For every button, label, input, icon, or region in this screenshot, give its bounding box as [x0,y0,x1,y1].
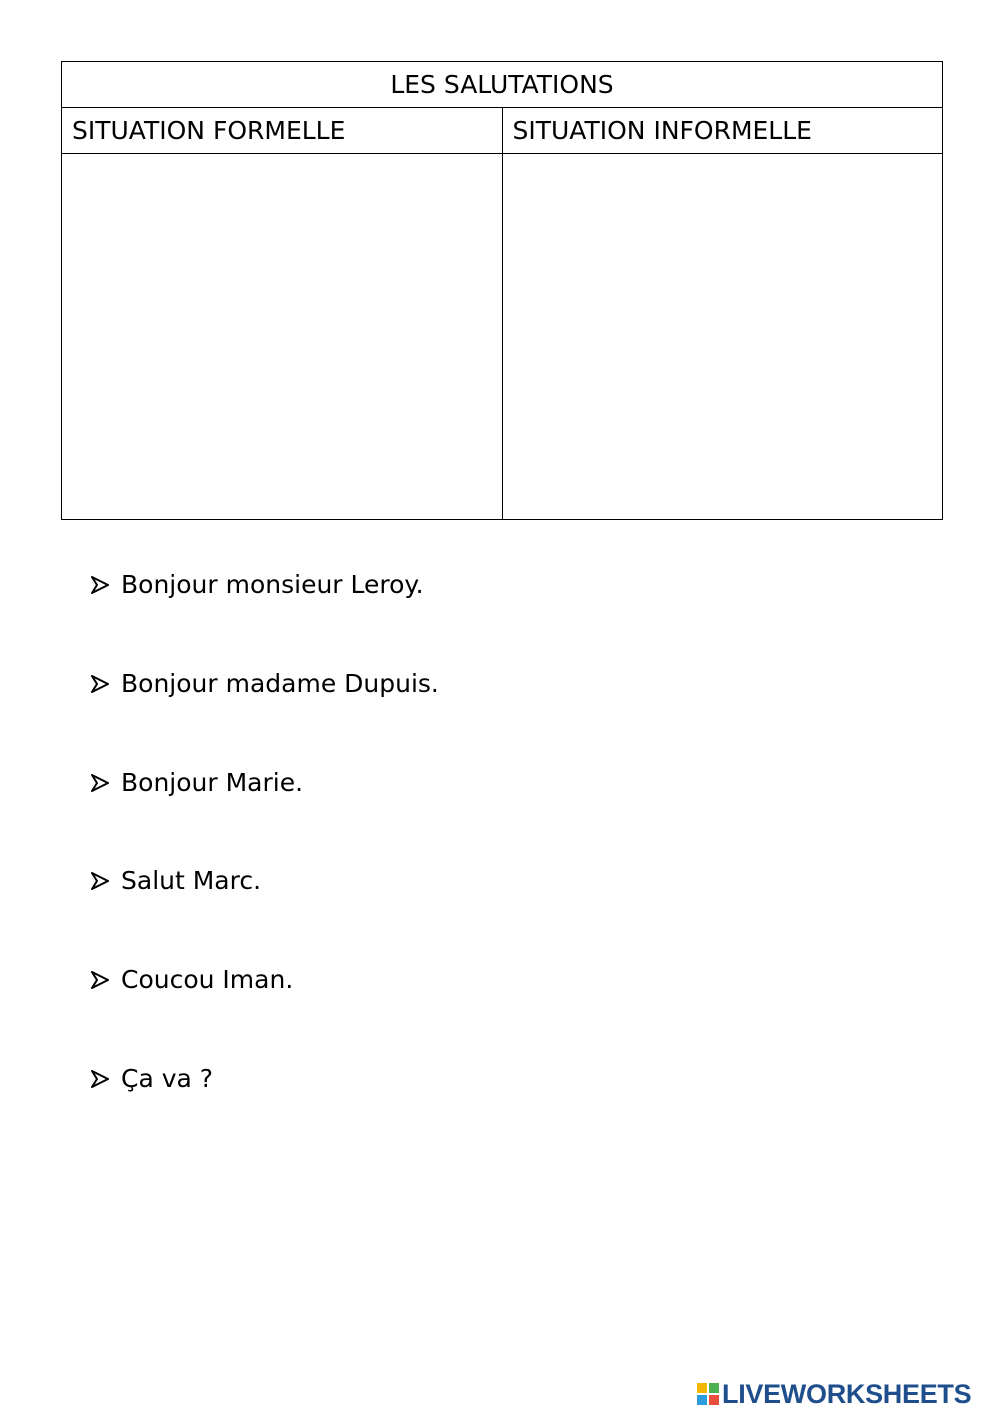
logo-square-green [709,1383,719,1393]
arrow-bullet-icon [91,767,121,799]
liveworksheets-logo [697,1377,971,1411]
phrase-text: Bonjour madame Dupuis. [121,668,439,698]
arrow-bullet-icon [91,1063,121,1095]
table-title: LES SALUTATIONS [62,62,943,108]
arrow-bullet-icon [91,569,121,601]
phrase-item[interactable] [91,767,439,866]
phrase-item[interactable] [91,964,439,1063]
column-header-formelle: SITUATION FORMELLE [62,108,503,154]
phrase-text: Coucou Iman. [121,965,294,994]
column-header-informelle: SITUATION INFORMELLE [502,108,943,154]
arrow-bullet-icon [91,865,121,897]
logo-mark-icon [697,1383,719,1405]
salutations-table [61,61,943,520]
drop-zone-formelle[interactable] [62,154,503,520]
phrase-item[interactable] [91,865,439,964]
phrase-text: Salut Marc. [121,866,262,896]
phrase-item[interactable] [91,569,439,668]
phrase-item[interactable] [91,1063,439,1162]
phrase-item[interactable] [91,668,439,767]
logo-square-yellow [697,1383,707,1393]
phrase-text: Ça va ? [121,1063,214,1093]
arrow-bullet-icon [91,964,121,996]
drop-zone-informelle[interactable] [502,154,943,520]
phrase-text: Bonjour Marie. [121,767,304,797]
phrase-list [91,569,439,1162]
arrow-bullet-icon [91,668,121,700]
phrase-text: Bonjour monsieur Leroy. [121,570,424,599]
logo-square-red [709,1395,719,1405]
logo-text: LIVEWORKSHEETS [722,1378,972,1409]
logo-square-blue [697,1395,707,1405]
